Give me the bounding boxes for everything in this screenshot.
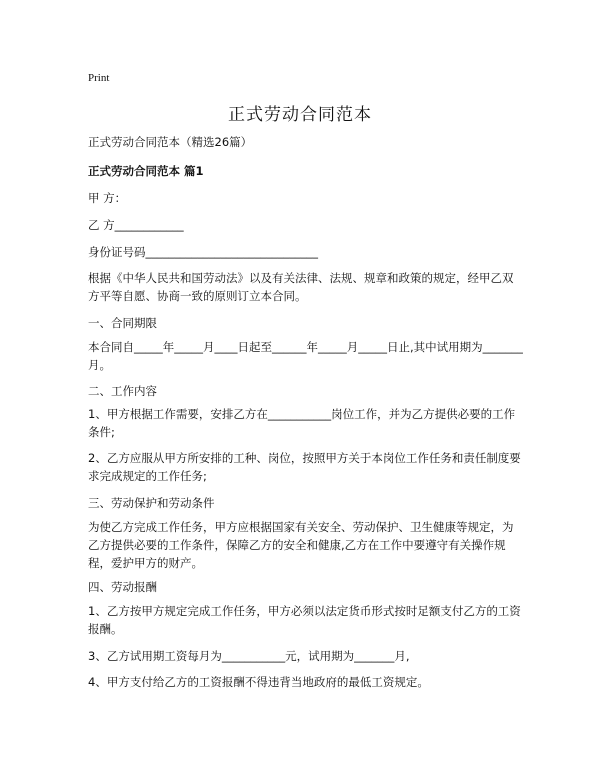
section-4-paragraph-2: 3、乙方试用期工资每月为___________元，试用期为_______月, <box>88 649 410 663</box>
section-4-title: 四、劳动报酬 <box>88 580 157 594</box>
party-b-line: 乙 方____________ <box>88 218 184 232</box>
section-3-title: 三、劳动保护和劳动条件 <box>88 496 215 510</box>
id-number-line: 身份证号码______________________________ <box>88 245 318 259</box>
section-4-paragraph-3: 4、甲方支付给乙方的工资报酬不得违背当地政府的最低工资规定。 <box>88 675 429 689</box>
section-2-paragraph-2: 2、乙方应服从甲方所安排的工种、岗位，按照甲方关于本岗位工作任务和责任制度要求完成规定的工作任务; <box>88 451 521 483</box>
section-2-paragraph-1: 1、甲方根据工作需要，安排乙方在___________岗位工作，并为乙方提供必要的工作条件; <box>88 407 516 439</box>
section-heading: 正式劳动合同范本 篇1 <box>88 164 204 178</box>
document-title: 正式劳动合同范本 <box>228 105 372 125</box>
section-1-paragraph: 本合同自_____年_____月____日起至______年_____月_____日止,其中试用期为_______月。 <box>88 340 523 372</box>
intro-paragraph: 根据《中华人民共和国劳动法》以及有关法律、法规、规章和政策的规定，经甲乙双方平等自愿、协商一致的原则订立本合同。 <box>88 271 514 303</box>
section-4-paragraph-1: 1、乙方按甲方规定完成工作任务，甲方必须以法定货币形式按时足额支付乙方的工资报酬。 <box>88 604 521 636</box>
subtitle: 正式劳动合同范本（精选26篇） <box>88 135 253 149</box>
section-1-title: 一、合同期限 <box>88 316 157 330</box>
section-2-title: 二、工作内容 <box>88 384 157 398</box>
print-link[interactable]: Print <box>88 72 110 84</box>
party-a-line: 甲 方： <box>88 191 127 205</box>
section-3-paragraph: 为使乙方完成工作任务，甲方应根据国家有关安全、劳动保护、卫生健康等规定，为乙方提供必要的工作条件，保障乙方的安全和健康,乙方在工作中要遵守有关操作规程，爱护甲方的财产。 <box>88 520 514 570</box>
